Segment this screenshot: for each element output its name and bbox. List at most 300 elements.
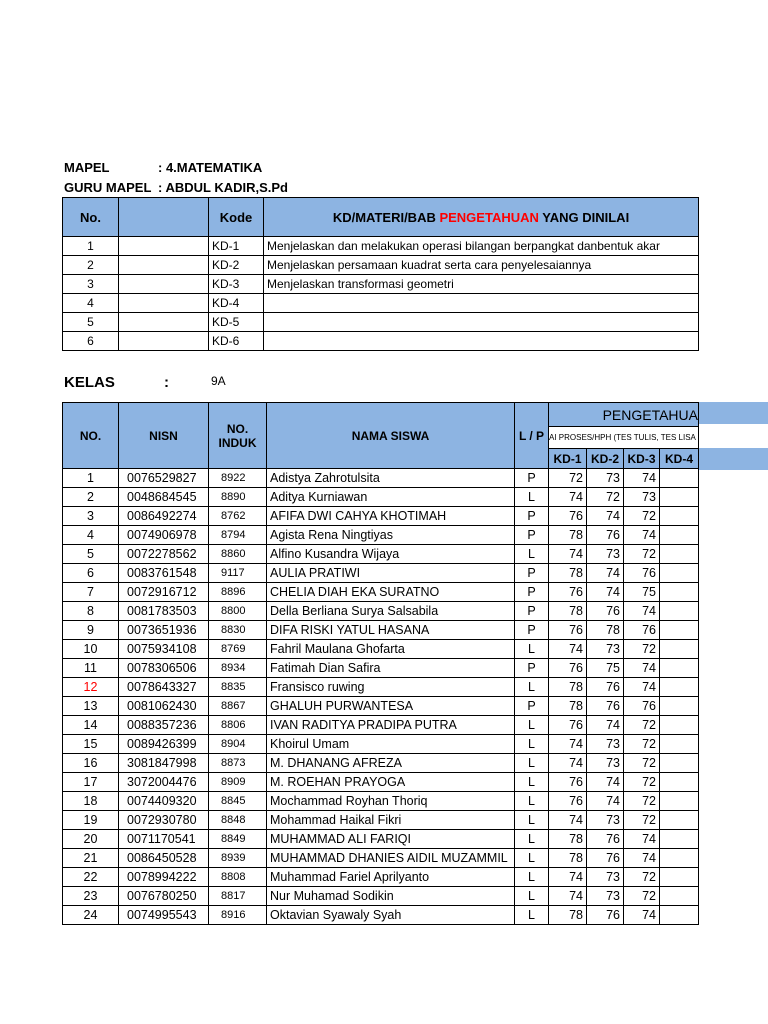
kd-kode: KD-4 bbox=[209, 294, 264, 313]
students-table bbox=[62, 402, 699, 925]
row-lp: P bbox=[515, 583, 549, 602]
row-lp: P bbox=[515, 507, 549, 526]
row-nisn: 0048684545 bbox=[119, 488, 209, 507]
row-kd2: 74 bbox=[587, 507, 624, 526]
row-kd2: 76 bbox=[587, 602, 624, 621]
row-kd1: 74 bbox=[549, 811, 587, 830]
row-kd1: 76 bbox=[549, 716, 587, 735]
kd-row bbox=[63, 275, 699, 294]
pengetahuan-band bbox=[698, 402, 768, 424]
row-no: 19 bbox=[63, 811, 119, 830]
header-kd4: KD-4 bbox=[660, 449, 699, 469]
table-row bbox=[63, 659, 699, 678]
row-lp: L bbox=[515, 716, 549, 735]
row-kd2: 76 bbox=[587, 697, 624, 716]
row-kd4 bbox=[660, 830, 699, 849]
kd-header-desc: KD/MATERI/BAB PENGETAHUAN YANG DINILAI bbox=[264, 198, 699, 237]
row-no: 18 bbox=[63, 792, 119, 811]
kd-desc bbox=[264, 294, 699, 313]
row-nisn: 3081847998 bbox=[119, 754, 209, 773]
row-induk: 8916 bbox=[209, 906, 267, 925]
row-kd2: 74 bbox=[587, 716, 624, 735]
row-lp: L bbox=[515, 849, 549, 868]
row-kd1: 76 bbox=[549, 583, 587, 602]
row-nisn: 0074995543 bbox=[119, 906, 209, 925]
header-nama: NAMA SISWA bbox=[267, 403, 515, 469]
row-kd4 bbox=[660, 868, 699, 887]
row-kd1: 76 bbox=[549, 773, 587, 792]
row-kd1: 74 bbox=[549, 488, 587, 507]
row-lp: L bbox=[515, 868, 549, 887]
students-header-row-1 bbox=[63, 403, 699, 427]
row-kd4 bbox=[660, 469, 699, 488]
kd-row bbox=[63, 237, 699, 256]
row-nisn: 0072278562 bbox=[119, 545, 209, 564]
row-nisn: 0073651936 bbox=[119, 621, 209, 640]
row-kd2: 76 bbox=[587, 906, 624, 925]
row-kd1: 76 bbox=[549, 621, 587, 640]
kd-blank bbox=[119, 256, 209, 275]
row-kd2: 72 bbox=[587, 488, 624, 507]
table-row bbox=[63, 602, 699, 621]
row-kd2: 73 bbox=[587, 754, 624, 773]
row-kd3: 72 bbox=[624, 507, 660, 526]
row-kd3: 72 bbox=[624, 811, 660, 830]
row-kd1: 76 bbox=[549, 507, 587, 526]
kd-kode: KD-5 bbox=[209, 313, 264, 332]
row-kd3: 72 bbox=[624, 868, 660, 887]
row-nama: Mochammad Royhan Thoriq bbox=[267, 792, 515, 811]
row-lp: L bbox=[515, 773, 549, 792]
row-lp: L bbox=[515, 811, 549, 830]
row-kd1: 78 bbox=[549, 526, 587, 545]
kd-desc bbox=[264, 313, 699, 332]
row-nisn: 0075934108 bbox=[119, 640, 209, 659]
kelas-value: 9A bbox=[211, 374, 226, 388]
row-kd3: 76 bbox=[624, 697, 660, 716]
row-kd2: 74 bbox=[587, 773, 624, 792]
row-kd4 bbox=[660, 773, 699, 792]
row-nisn: 0078306506 bbox=[119, 659, 209, 678]
row-no: 9 bbox=[63, 621, 119, 640]
row-kd3: 74 bbox=[624, 849, 660, 868]
kd-header-blank bbox=[119, 198, 209, 237]
row-kd3: 76 bbox=[624, 564, 660, 583]
row-kd2: 74 bbox=[587, 583, 624, 602]
row-induk: 8860 bbox=[209, 545, 267, 564]
row-nisn: 0072930780 bbox=[119, 811, 209, 830]
row-induk: 9117 bbox=[209, 564, 267, 583]
row-no: 24 bbox=[63, 906, 119, 925]
row-kd1: 74 bbox=[549, 887, 587, 906]
row-lp: L bbox=[515, 830, 549, 849]
row-kd4 bbox=[660, 735, 699, 754]
row-induk: 8769 bbox=[209, 640, 267, 659]
kd-row bbox=[63, 313, 699, 332]
row-no: 13 bbox=[63, 697, 119, 716]
guru-row bbox=[64, 180, 288, 195]
table-row bbox=[63, 887, 699, 906]
row-nama: Alfino Kusandra Wijaya bbox=[267, 545, 515, 564]
row-nisn: 0089426399 bbox=[119, 735, 209, 754]
row-nama: Fatimah Dian Safira bbox=[267, 659, 515, 678]
row-induk: 8800 bbox=[209, 602, 267, 621]
row-kd4 bbox=[660, 659, 699, 678]
row-induk: 8904 bbox=[209, 735, 267, 754]
row-no: 23 bbox=[63, 887, 119, 906]
row-induk: 8873 bbox=[209, 754, 267, 773]
row-kd2: 78 bbox=[587, 621, 624, 640]
kd-blank bbox=[119, 313, 209, 332]
header-induk: NO. INDUK bbox=[209, 403, 267, 469]
row-lp: P bbox=[515, 564, 549, 583]
row-nisn: 0088357236 bbox=[119, 716, 209, 735]
table-row bbox=[63, 469, 699, 488]
row-nisn: 0071170541 bbox=[119, 830, 209, 849]
row-kd4 bbox=[660, 792, 699, 811]
row-kd4 bbox=[660, 526, 699, 545]
row-kd4 bbox=[660, 678, 699, 697]
row-kd2: 73 bbox=[587, 469, 624, 488]
row-no: 11 bbox=[63, 659, 119, 678]
row-kd3: 72 bbox=[624, 887, 660, 906]
row-nama: DIFA RISKI YATUL HASANA bbox=[267, 621, 515, 640]
kd-row bbox=[63, 294, 699, 313]
table-row bbox=[63, 868, 699, 887]
kelas-label: KELAS bbox=[64, 374, 115, 391]
row-no: 16 bbox=[63, 754, 119, 773]
row-kd4 bbox=[660, 507, 699, 526]
row-kd1: 76 bbox=[549, 792, 587, 811]
row-kd1: 78 bbox=[549, 564, 587, 583]
kd-no: 2 bbox=[63, 256, 119, 275]
row-kd4 bbox=[660, 545, 699, 564]
row-no: 22 bbox=[63, 868, 119, 887]
row-induk: 8848 bbox=[209, 811, 267, 830]
row-no: 2 bbox=[63, 488, 119, 507]
header-kd2: KD-2 bbox=[587, 449, 624, 469]
row-nisn: 0081783503 bbox=[119, 602, 209, 621]
row-kd4 bbox=[660, 583, 699, 602]
kd-row bbox=[63, 332, 699, 351]
table-row bbox=[63, 697, 699, 716]
row-no: 6 bbox=[63, 564, 119, 583]
row-nisn: 0083761548 bbox=[119, 564, 209, 583]
row-induk: 8890 bbox=[209, 488, 267, 507]
row-kd1: 74 bbox=[549, 735, 587, 754]
row-kd3: 72 bbox=[624, 754, 660, 773]
row-lp: L bbox=[515, 678, 549, 697]
row-induk: 8849 bbox=[209, 830, 267, 849]
row-lp: P bbox=[515, 469, 549, 488]
row-kd3: 72 bbox=[624, 716, 660, 735]
row-kd3: 74 bbox=[624, 602, 660, 621]
row-kd2: 76 bbox=[587, 849, 624, 868]
row-induk: 8909 bbox=[209, 773, 267, 792]
guru-value: : ABDUL KADIR,S.Pd bbox=[158, 180, 288, 195]
row-induk: 8922 bbox=[209, 469, 267, 488]
row-kd4 bbox=[660, 754, 699, 773]
kd-no: 1 bbox=[63, 237, 119, 256]
row-nisn: 0074409320 bbox=[119, 792, 209, 811]
row-no: 21 bbox=[63, 849, 119, 868]
row-kd1: 78 bbox=[549, 678, 587, 697]
row-kd3: 75 bbox=[624, 583, 660, 602]
header-nisn: NISN bbox=[119, 403, 209, 469]
kd-kode: KD-6 bbox=[209, 332, 264, 351]
mapel-value: : 4.MATEMATIKA bbox=[158, 160, 263, 175]
row-kd3: 76 bbox=[624, 621, 660, 640]
guru-label: GURU MAPEL bbox=[64, 180, 152, 195]
row-nama: Mohammad Haikal Fikri bbox=[267, 811, 515, 830]
header-kd3: KD-3 bbox=[624, 449, 660, 469]
row-lp: P bbox=[515, 526, 549, 545]
table-row bbox=[63, 792, 699, 811]
row-kd4 bbox=[660, 488, 699, 507]
row-no: 12 bbox=[63, 678, 119, 697]
row-kd4 bbox=[660, 564, 699, 583]
row-lp: P bbox=[515, 621, 549, 640]
row-nisn: 0081062430 bbox=[119, 697, 209, 716]
row-kd3: 74 bbox=[624, 526, 660, 545]
row-nisn: 0072916712 bbox=[119, 583, 209, 602]
kd-table bbox=[62, 197, 699, 351]
row-kd3: 72 bbox=[624, 773, 660, 792]
row-nama: Khoirul Umam bbox=[267, 735, 515, 754]
row-kd1: 78 bbox=[549, 906, 587, 925]
row-no: 17 bbox=[63, 773, 119, 792]
row-lp: L bbox=[515, 488, 549, 507]
table-row bbox=[63, 526, 699, 545]
row-kd2: 76 bbox=[587, 526, 624, 545]
row-nama: Adistya Zahrotulsita bbox=[267, 469, 515, 488]
row-induk: 8845 bbox=[209, 792, 267, 811]
row-kd4 bbox=[660, 849, 699, 868]
row-nisn: 0086450528 bbox=[119, 849, 209, 868]
row-nama: Della Berliana Surya Salsabila bbox=[267, 602, 515, 621]
kd-no: 6 bbox=[63, 332, 119, 351]
header-lp: L / P bbox=[515, 403, 549, 469]
row-lp: P bbox=[515, 659, 549, 678]
mapel-label: MAPEL bbox=[64, 160, 110, 175]
row-kd3: 74 bbox=[624, 469, 660, 488]
header-pengetahuan: PENGETAHUA bbox=[549, 403, 699, 427]
table-row bbox=[63, 735, 699, 754]
row-kd4 bbox=[660, 716, 699, 735]
row-nama: Fahril Maulana Ghofarta bbox=[267, 640, 515, 659]
row-nama: Aditya Kurniawan bbox=[267, 488, 515, 507]
row-kd2: 76 bbox=[587, 678, 624, 697]
kd-blank bbox=[119, 294, 209, 313]
row-kd2: 73 bbox=[587, 887, 624, 906]
row-kd4 bbox=[660, 640, 699, 659]
row-kd3: 74 bbox=[624, 659, 660, 678]
row-nama: CHELIA DIAH EKA SURATNO bbox=[267, 583, 515, 602]
table-row bbox=[63, 678, 699, 697]
table-row bbox=[63, 488, 699, 507]
row-kd1: 74 bbox=[549, 754, 587, 773]
table-row bbox=[63, 811, 699, 830]
row-no: 3 bbox=[63, 507, 119, 526]
row-induk: 8934 bbox=[209, 659, 267, 678]
row-induk: 8835 bbox=[209, 678, 267, 697]
row-kd2: 74 bbox=[587, 792, 624, 811]
row-kd1: 76 bbox=[549, 659, 587, 678]
row-lp: L bbox=[515, 906, 549, 925]
kd-blank bbox=[119, 275, 209, 294]
row-kd3: 74 bbox=[624, 678, 660, 697]
kd-kode: KD-1 bbox=[209, 237, 264, 256]
kd-kode: KD-2 bbox=[209, 256, 264, 275]
row-no: 5 bbox=[63, 545, 119, 564]
row-kd2: 73 bbox=[587, 545, 624, 564]
kd-desc: Menjelaskan dan melakukan operasi bilangan berpangkat danbentuk akar bbox=[264, 237, 699, 256]
row-kd2: 74 bbox=[587, 564, 624, 583]
kd-blank bbox=[119, 237, 209, 256]
row-kd2: 73 bbox=[587, 640, 624, 659]
row-lp: L bbox=[515, 792, 549, 811]
row-induk: 8867 bbox=[209, 697, 267, 716]
row-kd1: 78 bbox=[549, 697, 587, 716]
row-no: 8 bbox=[63, 602, 119, 621]
header-sub: AI PROSES/HPH (TES TULIS, TES LISA bbox=[549, 427, 699, 449]
row-nama: AULIA PRATIWI bbox=[267, 564, 515, 583]
row-kd4 bbox=[660, 697, 699, 716]
kd-blank bbox=[119, 332, 209, 351]
row-lp: P bbox=[515, 602, 549, 621]
table-row bbox=[63, 640, 699, 659]
row-kd1: 74 bbox=[549, 545, 587, 564]
header-no: NO. bbox=[63, 403, 119, 469]
row-kd3: 72 bbox=[624, 792, 660, 811]
row-no: 14 bbox=[63, 716, 119, 735]
row-kd4 bbox=[660, 811, 699, 830]
row-kd4 bbox=[660, 906, 699, 925]
row-lp: L bbox=[515, 887, 549, 906]
table-row bbox=[63, 564, 699, 583]
table-row bbox=[63, 906, 699, 925]
row-nama: IVAN RADITYA PRADIPA PUTRA bbox=[267, 716, 515, 735]
row-nisn: 0076780250 bbox=[119, 887, 209, 906]
row-kd3: 72 bbox=[624, 545, 660, 564]
row-induk: 8806 bbox=[209, 716, 267, 735]
row-nisn: 0078643327 bbox=[119, 678, 209, 697]
row-nama: Agista Rena Ningtiyas bbox=[267, 526, 515, 545]
row-nisn: 0076529827 bbox=[119, 469, 209, 488]
row-kd4 bbox=[660, 602, 699, 621]
row-no: 20 bbox=[63, 830, 119, 849]
header-kd1: KD-1 bbox=[549, 449, 587, 469]
row-nama: MUHAMMAD ALI FARIQI bbox=[267, 830, 515, 849]
row-lp: L bbox=[515, 545, 549, 564]
row-kd3: 72 bbox=[624, 640, 660, 659]
row-nisn: 3072004476 bbox=[119, 773, 209, 792]
row-nama: Nur Muhamad Sodikin bbox=[267, 887, 515, 906]
row-nama: Oktavian Syawaly Syah bbox=[267, 906, 515, 925]
table-row bbox=[63, 773, 699, 792]
row-kd2: 73 bbox=[587, 868, 624, 887]
kd-header-band bbox=[698, 448, 768, 470]
row-kd2: 75 bbox=[587, 659, 624, 678]
row-induk: 8896 bbox=[209, 583, 267, 602]
row-nama: GHALUH PURWANTESA bbox=[267, 697, 515, 716]
row-kd1: 74 bbox=[549, 868, 587, 887]
mapel-row bbox=[64, 160, 262, 175]
kd-header-kode: Kode bbox=[209, 198, 264, 237]
kd-kode: KD-3 bbox=[209, 275, 264, 294]
kd-desc: Menjelaskan persamaan kuadrat serta cara penyelesaiannya bbox=[264, 256, 699, 275]
row-lp: L bbox=[515, 754, 549, 773]
row-no: 1 bbox=[63, 469, 119, 488]
row-lp: P bbox=[515, 697, 549, 716]
row-nisn: 0086492274 bbox=[119, 507, 209, 526]
row-nisn: 0078994222 bbox=[119, 868, 209, 887]
row-induk: 8939 bbox=[209, 849, 267, 868]
row-nama: MUHAMMAD DHANIES AIDIL MUZAMMIL bbox=[267, 849, 515, 868]
row-no: 15 bbox=[63, 735, 119, 754]
row-nama: Fransisco ruwing bbox=[267, 678, 515, 697]
row-kd4 bbox=[660, 887, 699, 906]
row-lp: L bbox=[515, 640, 549, 659]
row-induk: 8794 bbox=[209, 526, 267, 545]
row-induk: 8817 bbox=[209, 887, 267, 906]
row-no: 7 bbox=[63, 583, 119, 602]
kd-no: 4 bbox=[63, 294, 119, 313]
kelas-colon: : bbox=[164, 374, 169, 391]
table-row bbox=[63, 754, 699, 773]
row-no: 4 bbox=[63, 526, 119, 545]
kd-desc bbox=[264, 332, 699, 351]
kd-row bbox=[63, 256, 699, 275]
row-kd1: 78 bbox=[549, 602, 587, 621]
table-row bbox=[63, 716, 699, 735]
row-kd2: 73 bbox=[587, 811, 624, 830]
row-kd3: 74 bbox=[624, 830, 660, 849]
row-nama: M. DHANANG AFREZA bbox=[267, 754, 515, 773]
row-kd4 bbox=[660, 621, 699, 640]
row-kd2: 73 bbox=[587, 735, 624, 754]
row-kd1: 78 bbox=[549, 830, 587, 849]
row-kd1: 78 bbox=[549, 849, 587, 868]
row-nama: AFIFA DWI CAHYA KHOTIMAH bbox=[267, 507, 515, 526]
row-kd3: 73 bbox=[624, 488, 660, 507]
kd-no: 3 bbox=[63, 275, 119, 294]
kd-table-header bbox=[63, 198, 699, 237]
row-nama: M. ROEHAN PRAYOGA bbox=[267, 773, 515, 792]
row-induk: 8830 bbox=[209, 621, 267, 640]
row-nama: Muhammad Fariel Aprilyanto bbox=[267, 868, 515, 887]
row-induk: 8762 bbox=[209, 507, 267, 526]
table-row bbox=[63, 545, 699, 564]
kd-desc: Menjelaskan transformasi geometri bbox=[264, 275, 699, 294]
row-nisn: 0074906978 bbox=[119, 526, 209, 545]
table-row bbox=[63, 583, 699, 602]
table-row bbox=[63, 507, 699, 526]
row-lp: L bbox=[515, 735, 549, 754]
row-no: 10 bbox=[63, 640, 119, 659]
row-kd3: 72 bbox=[624, 735, 660, 754]
row-induk: 8808 bbox=[209, 868, 267, 887]
table-row bbox=[63, 621, 699, 640]
row-kd1: 72 bbox=[549, 469, 587, 488]
table-row bbox=[63, 830, 699, 849]
kd-no: 5 bbox=[63, 313, 119, 332]
kd-header-no: No. bbox=[63, 198, 119, 237]
row-kd2: 76 bbox=[587, 830, 624, 849]
row-kd3: 74 bbox=[624, 906, 660, 925]
table-row bbox=[63, 849, 699, 868]
row-kd1: 74 bbox=[549, 640, 587, 659]
